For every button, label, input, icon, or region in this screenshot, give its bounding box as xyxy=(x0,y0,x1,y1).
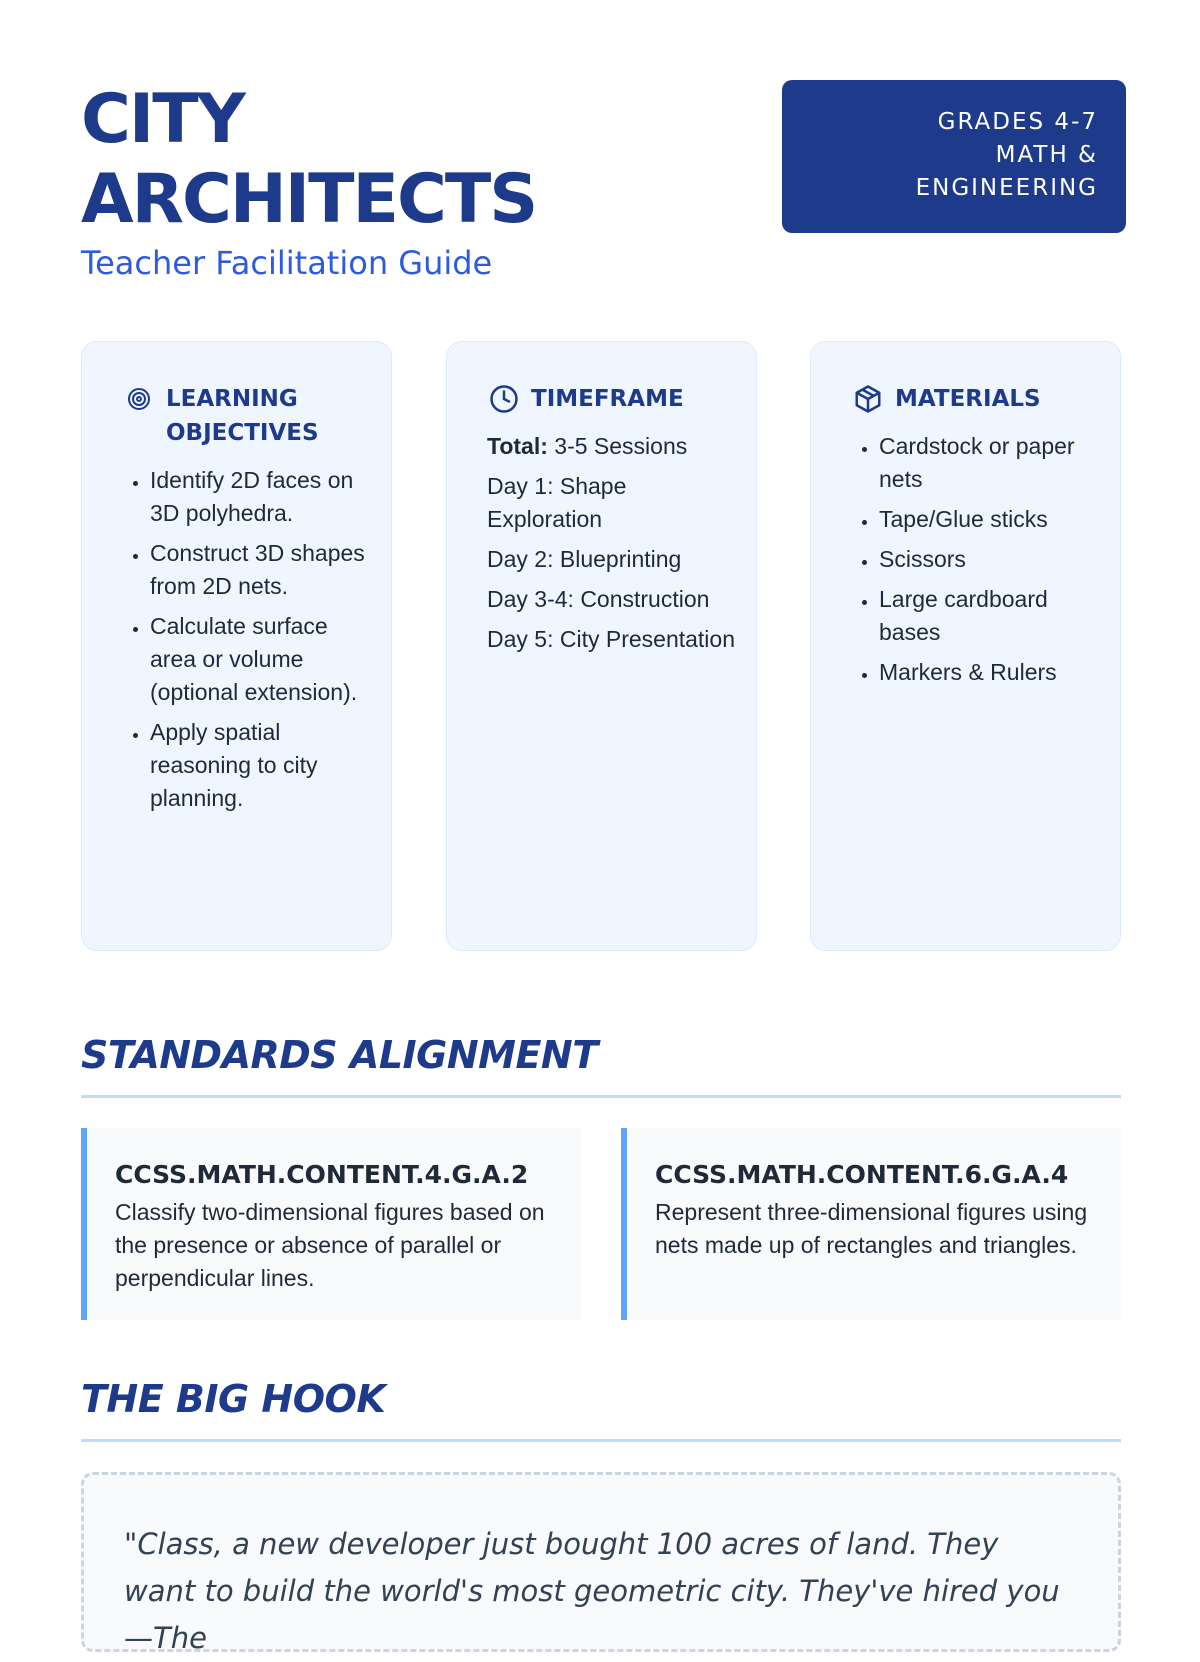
grade-badge xyxy=(782,80,1126,233)
timeframe-day: Day 3-4: Construction xyxy=(487,586,710,612)
list-item: • Tape/Glue sticks xyxy=(879,503,1100,536)
timeframe-total xyxy=(487,430,736,463)
list-item: • Construct 3D shapes from 2D nets. xyxy=(150,537,371,603)
list-item: • Identify 2D faces on 3D polyhedra. xyxy=(150,464,371,530)
objectives-list xyxy=(122,464,371,815)
materials-title: MATERIALS xyxy=(895,386,1041,412)
title-line-1: CITY xyxy=(81,80,244,159)
badge-line-3: ENGINEERING xyxy=(915,175,1098,201)
title-line-2: ARCHITECTS xyxy=(81,160,537,239)
list-item: • Scissors xyxy=(879,543,1100,576)
timeframe-card-header xyxy=(487,382,736,416)
standard-description: Classify two-dimensional figures based on the presence or absence of parallel or perpendicular lines. xyxy=(115,1199,545,1291)
standard-code: CCSS.MATH.CONTENT.4.G.A.2 xyxy=(115,1160,529,1189)
objectives-card xyxy=(81,341,392,951)
objectives-title: LEARNING OBJECTIVES xyxy=(166,386,319,446)
standards-heading: STANDARDS ALIGNMENT xyxy=(81,1033,1121,1098)
list-item: • Markers & Rulers xyxy=(879,656,1100,689)
timeframe-title: TIMEFRAME xyxy=(531,386,684,412)
standards-grid xyxy=(81,1128,1121,1320)
hook-heading: THE BIG HOOK xyxy=(81,1377,1121,1442)
list-item: • Calculate surface area or volume (optional extension). xyxy=(150,610,371,709)
timeframe-day: Day 1: Shape Exploration xyxy=(487,473,627,532)
guide-header xyxy=(81,80,1121,290)
materials-list xyxy=(851,430,1100,689)
badge-line-1: GRADES 4-7 xyxy=(937,109,1098,135)
target-icon xyxy=(122,382,156,416)
hook-box xyxy=(81,1472,1121,1655)
list-item: • Cardstock or paper nets xyxy=(879,430,1100,496)
list-item: • Apply spatial reasoning to city planning. xyxy=(150,716,371,815)
standard-card xyxy=(81,1128,581,1320)
standard-description: Represent three-dimensional figures using nets made up of rectangles and triangles. xyxy=(655,1199,1088,1258)
list-item: • Large cardboard bases xyxy=(879,583,1100,649)
standard-code: CCSS.MATH.CONTENT.6.G.A.4 xyxy=(655,1160,1069,1189)
box-icon xyxy=(851,382,885,416)
timeframe-day: Day 2: Blueprinting xyxy=(487,546,682,572)
total-label: Total: xyxy=(487,433,548,459)
objectives-card-header xyxy=(122,382,371,450)
overview-cards xyxy=(81,341,1121,951)
badge-line-2: MATH & xyxy=(995,142,1098,168)
materials-card-header xyxy=(851,382,1100,416)
timeframe-card xyxy=(446,341,757,951)
materials-card xyxy=(810,341,1121,951)
clock-icon xyxy=(487,382,521,416)
hook-quote: "Class, a new developer just bought 100 acres of land. They want to build the world's most geometric city. They've hired you—The xyxy=(124,1527,1060,1655)
timeframe-day: Day 5: City Presentation xyxy=(487,626,736,652)
page-subtitle: Teacher Facilitation Guide xyxy=(81,244,493,282)
total-value: 3-5 Sessions xyxy=(547,433,688,459)
standard-card xyxy=(621,1128,1121,1320)
